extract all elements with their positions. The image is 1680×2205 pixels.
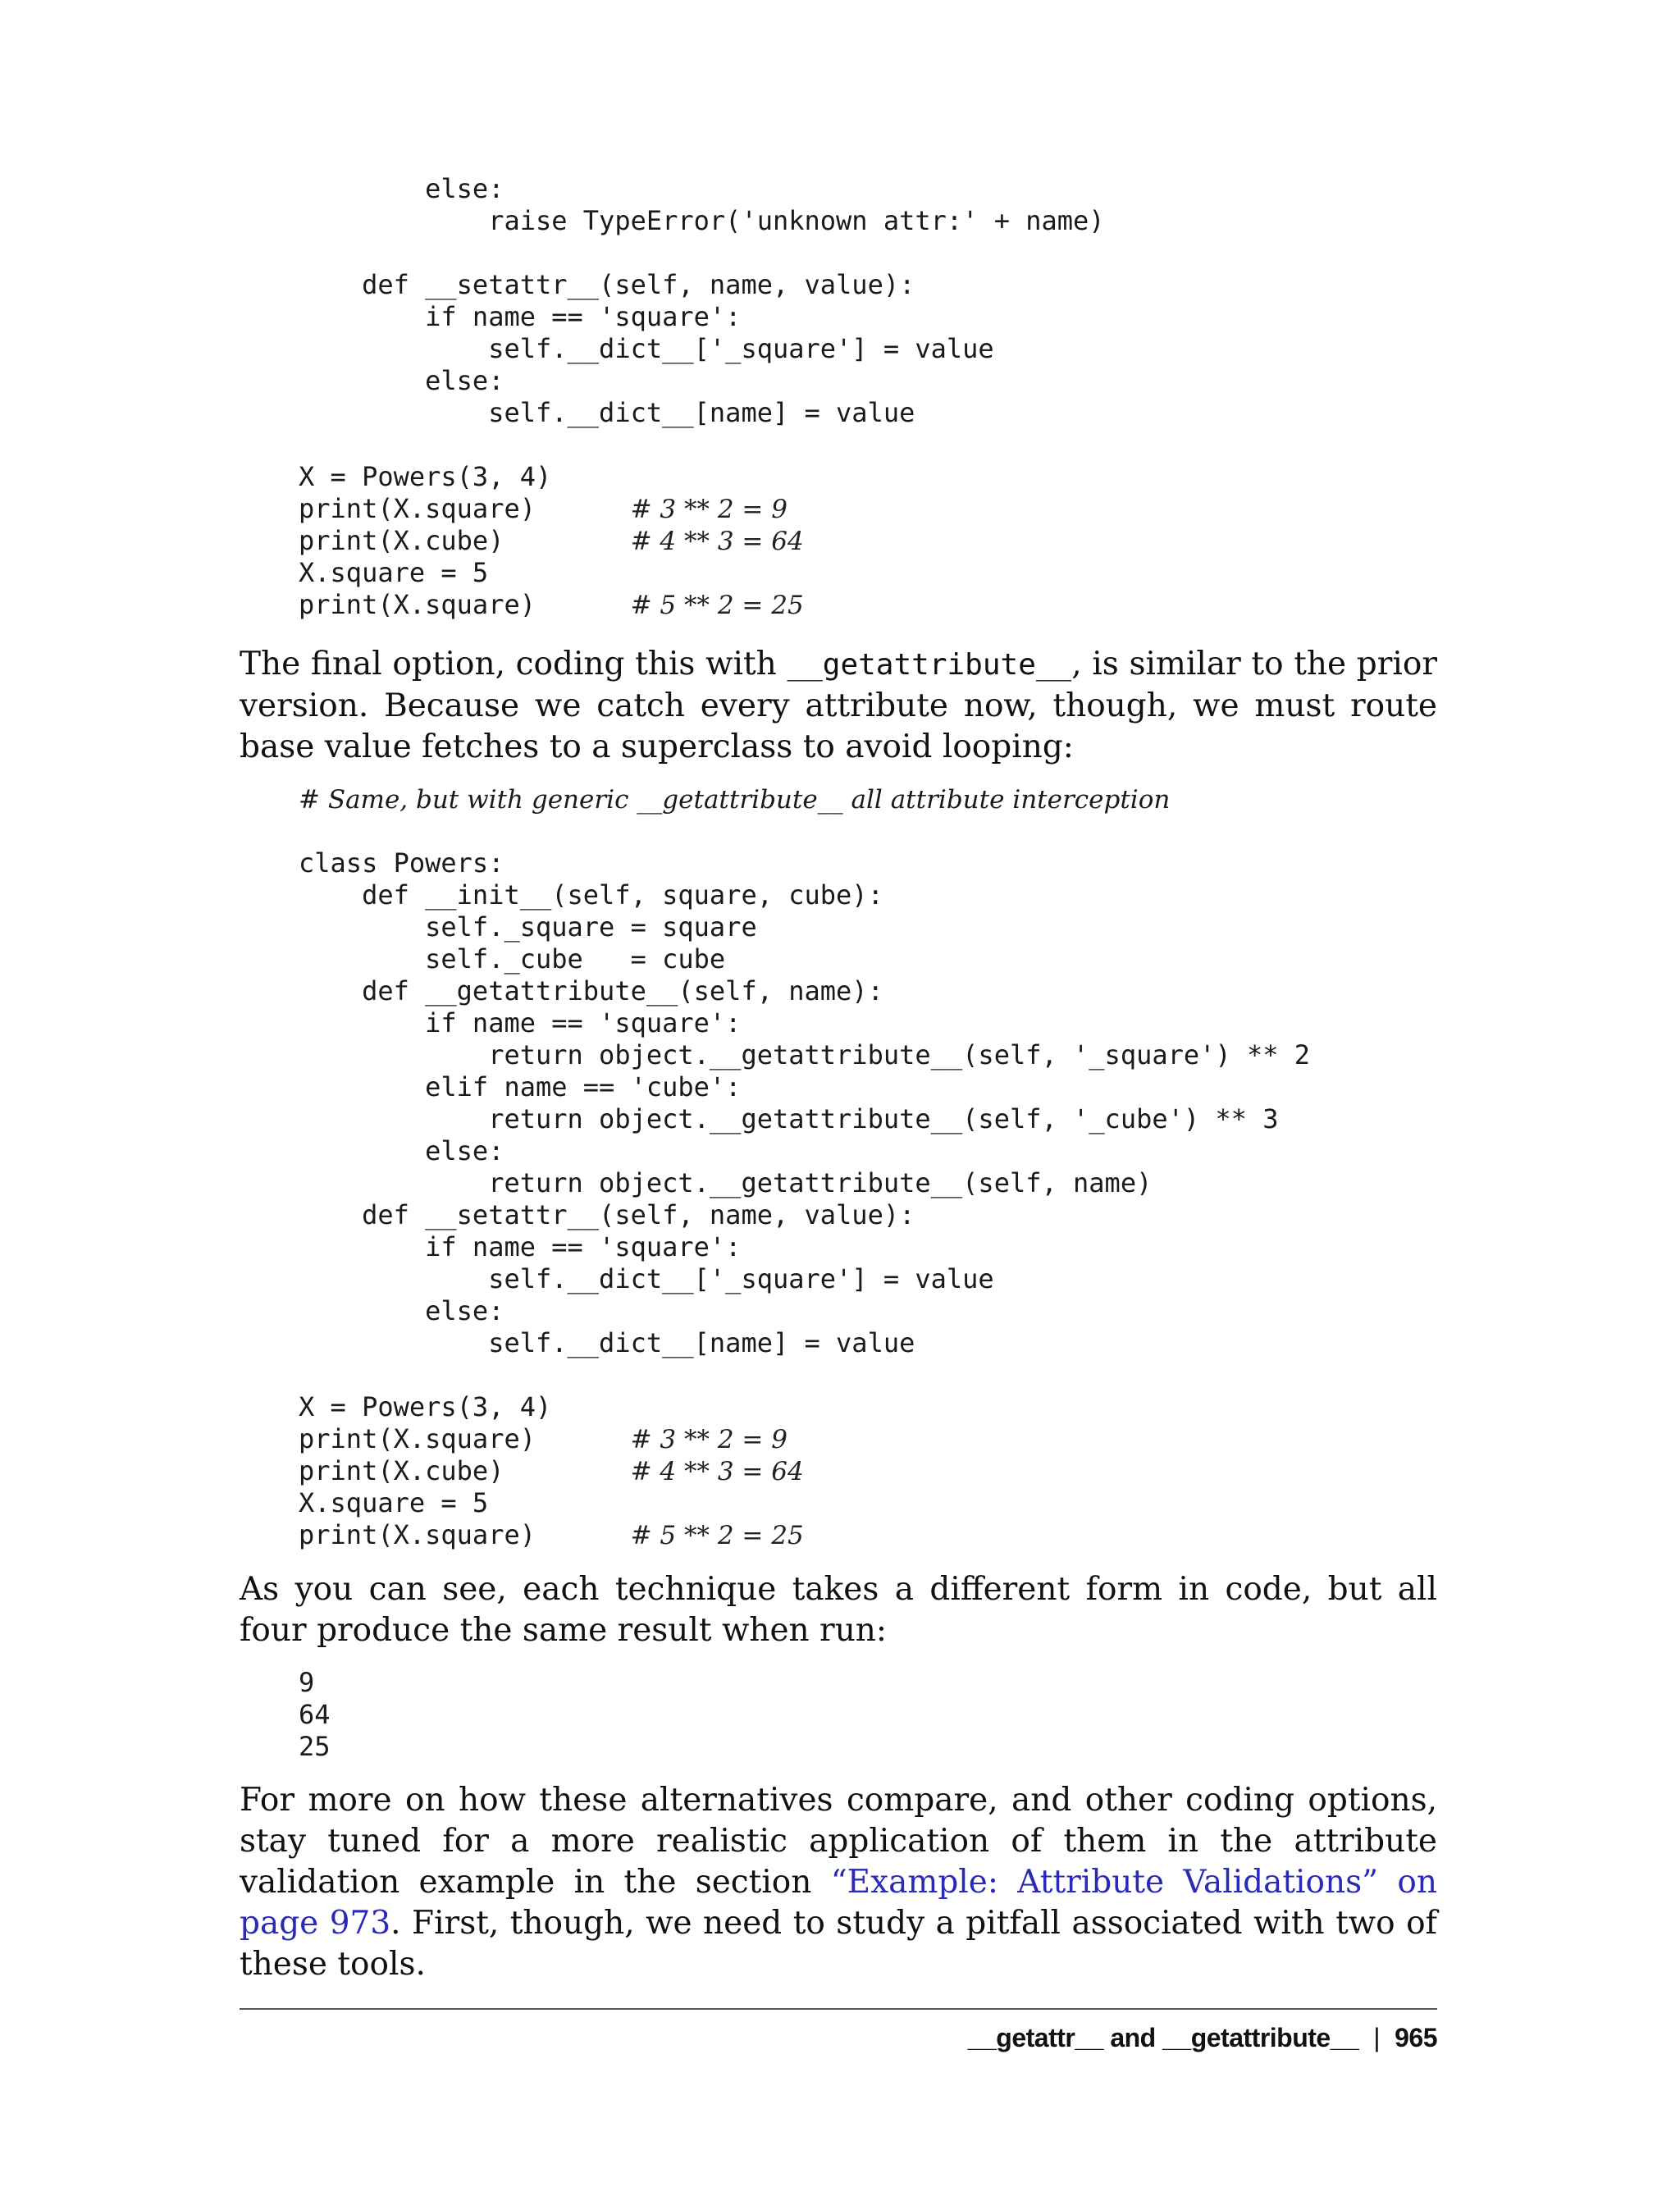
code-text: def __getattribute__(self, name): (299, 975, 883, 1007)
code-line (299, 461, 1105, 493)
code-block (299, 173, 1105, 621)
code-text: print(X.cube) (299, 1455, 631, 1486)
code-line (299, 1071, 1310, 1103)
output-block (299, 1667, 331, 1763)
code-line (299, 397, 1105, 429)
paragraph-text: . First, though, we need to study a pitfall associated with two of these tools. (240, 1905, 1437, 1983)
code-text: return object.__getattribute__(self, name) (299, 1167, 1153, 1198)
paragraph-text: As you can see, each technique takes a different form in code, but all four produce the same result when run: (240, 1571, 1437, 1649)
code-text: raise TypeError('unknown attr:' + name) (299, 205, 1105, 236)
code-line (299, 301, 1105, 333)
code-block (299, 815, 1310, 1551)
code-line (299, 911, 1310, 943)
code-text: 9 (299, 1667, 315, 1698)
paragraph-text: For more on how these alternatives compare, and other coding options, stay tuned for a more realistic application of them in the attribute validation example in the section (240, 1782, 1437, 1901)
code-line (299, 1039, 1310, 1071)
code-comment: # 3 ** 2 = 9 (630, 1425, 788, 1454)
code-line (299, 333, 1105, 365)
code-line (299, 1699, 331, 1731)
code-text: self.__dict__[name] = value (299, 397, 915, 428)
code-text: else: (299, 173, 504, 204)
code-text: def __setattr__(self, name, value): (299, 1199, 915, 1230)
code-text: X.square = 5 (299, 1487, 489, 1518)
code-comment: # 5 ** 2 = 25 (630, 1521, 804, 1550)
code-comment: # 3 ** 2 = 9 (630, 495, 788, 524)
code-text: class Powers: (299, 847, 504, 879)
code-text: 25 (299, 1731, 331, 1762)
code-text: if name == 'square': (299, 1231, 742, 1262)
paragraph (240, 644, 1437, 768)
code-line (299, 879, 1310, 911)
code-text: print(X.cube) (299, 525, 631, 556)
running-section-title: __getattr__ and __getattribute__ (967, 2023, 1359, 2052)
code-line (299, 1263, 1310, 1295)
code-line (299, 975, 1310, 1007)
code-text: self.__dict__['_square'] = value (299, 1263, 994, 1294)
code-text: print(X.square) (299, 589, 631, 620)
code-text: self.__dict__[name] = value (299, 1327, 915, 1358)
page-number: 965 (1395, 2023, 1437, 2052)
code-text: else: (299, 1295, 504, 1326)
code-line (299, 1667, 331, 1699)
code-line (299, 1487, 1310, 1519)
code-line (299, 205, 1105, 237)
code-line (299, 237, 1105, 269)
code-text: if name == 'square': (299, 301, 742, 332)
code-text: if name == 'square': (299, 1007, 742, 1039)
code-text: self._square = square (299, 911, 757, 943)
footer-separator: | (1373, 2023, 1381, 2052)
code-line (299, 943, 1310, 975)
code-line (299, 429, 1105, 461)
code-line (299, 847, 1310, 879)
code-line (299, 1327, 1310, 1359)
code-text: def __init__(self, square, cube): (299, 879, 883, 911)
paragraph-text: The final option, coding this with (240, 646, 788, 682)
code-line (299, 493, 1105, 525)
code-line (299, 1199, 1310, 1231)
code-text: 64 (299, 1699, 331, 1730)
code-text: self.__dict__['_square'] = value (299, 333, 994, 364)
code-text: X.square = 5 (299, 557, 489, 588)
code-line (299, 1231, 1310, 1263)
code-text: self._cube = cube (299, 943, 726, 975)
code-text: else: (299, 1135, 504, 1166)
code-text: elif name == 'cube': (299, 1071, 742, 1102)
code-line (299, 365, 1105, 397)
code-line (299, 1359, 1310, 1391)
code-comment: # 4 ** 3 = 64 (630, 1457, 804, 1486)
code-text: def __setattr__(self, name, value): (299, 269, 915, 300)
code-line (299, 1731, 331, 1763)
code-line (299, 1455, 1310, 1487)
code-line (299, 1519, 1310, 1551)
code-text: return object.__getattribute__(self, '_square') ** 2 (299, 1039, 1310, 1071)
paragraph (240, 1569, 1437, 1651)
code-line (299, 173, 1105, 205)
footer-rule (240, 2008, 1437, 2010)
code-line (299, 1167, 1310, 1199)
code-comment: # 5 ** 2 = 25 (630, 591, 804, 620)
code-line (299, 1135, 1310, 1167)
code-text: else: (299, 365, 504, 396)
page-footer (968, 2023, 1437, 2053)
code-line (299, 557, 1105, 589)
comment-text: # Same, but with generic __getattribute__ all attribute interception (299, 785, 1171, 815)
code-line (299, 525, 1105, 557)
code-text: print(X.square) (299, 1519, 631, 1550)
code-line (299, 1103, 1310, 1135)
code-comment: # 4 ** 3 = 64 (630, 527, 804, 556)
code-line (299, 1391, 1310, 1423)
code-text: print(X.square) (299, 493, 631, 524)
code-text: print(X.square) (299, 1423, 631, 1454)
paragraph-text: , is similar to the prior version. Because we catch every attribute now, though, we must route base value fetches to a superclass to avoid looping: (240, 646, 1437, 765)
cross-reference-link[interactable]: “Example: Attribute Validations” on page 973 (240, 1864, 1437, 1942)
paragraph (240, 1780, 1437, 1985)
code-line (299, 1423, 1310, 1455)
code-line (299, 815, 1310, 847)
code-text: return object.__getattribute__(self, '_cube') ** 3 (299, 1103, 1279, 1134)
code-line (299, 1295, 1310, 1327)
code-text: X = Powers(3, 4) (299, 461, 552, 492)
inline-code: __getattribute__ (787, 648, 1072, 682)
code-text: X = Powers(3, 4) (299, 1391, 552, 1422)
code-line (299, 1007, 1310, 1039)
code-comment-line (299, 783, 1170, 816)
code-line (299, 589, 1105, 621)
code-line (299, 269, 1105, 301)
